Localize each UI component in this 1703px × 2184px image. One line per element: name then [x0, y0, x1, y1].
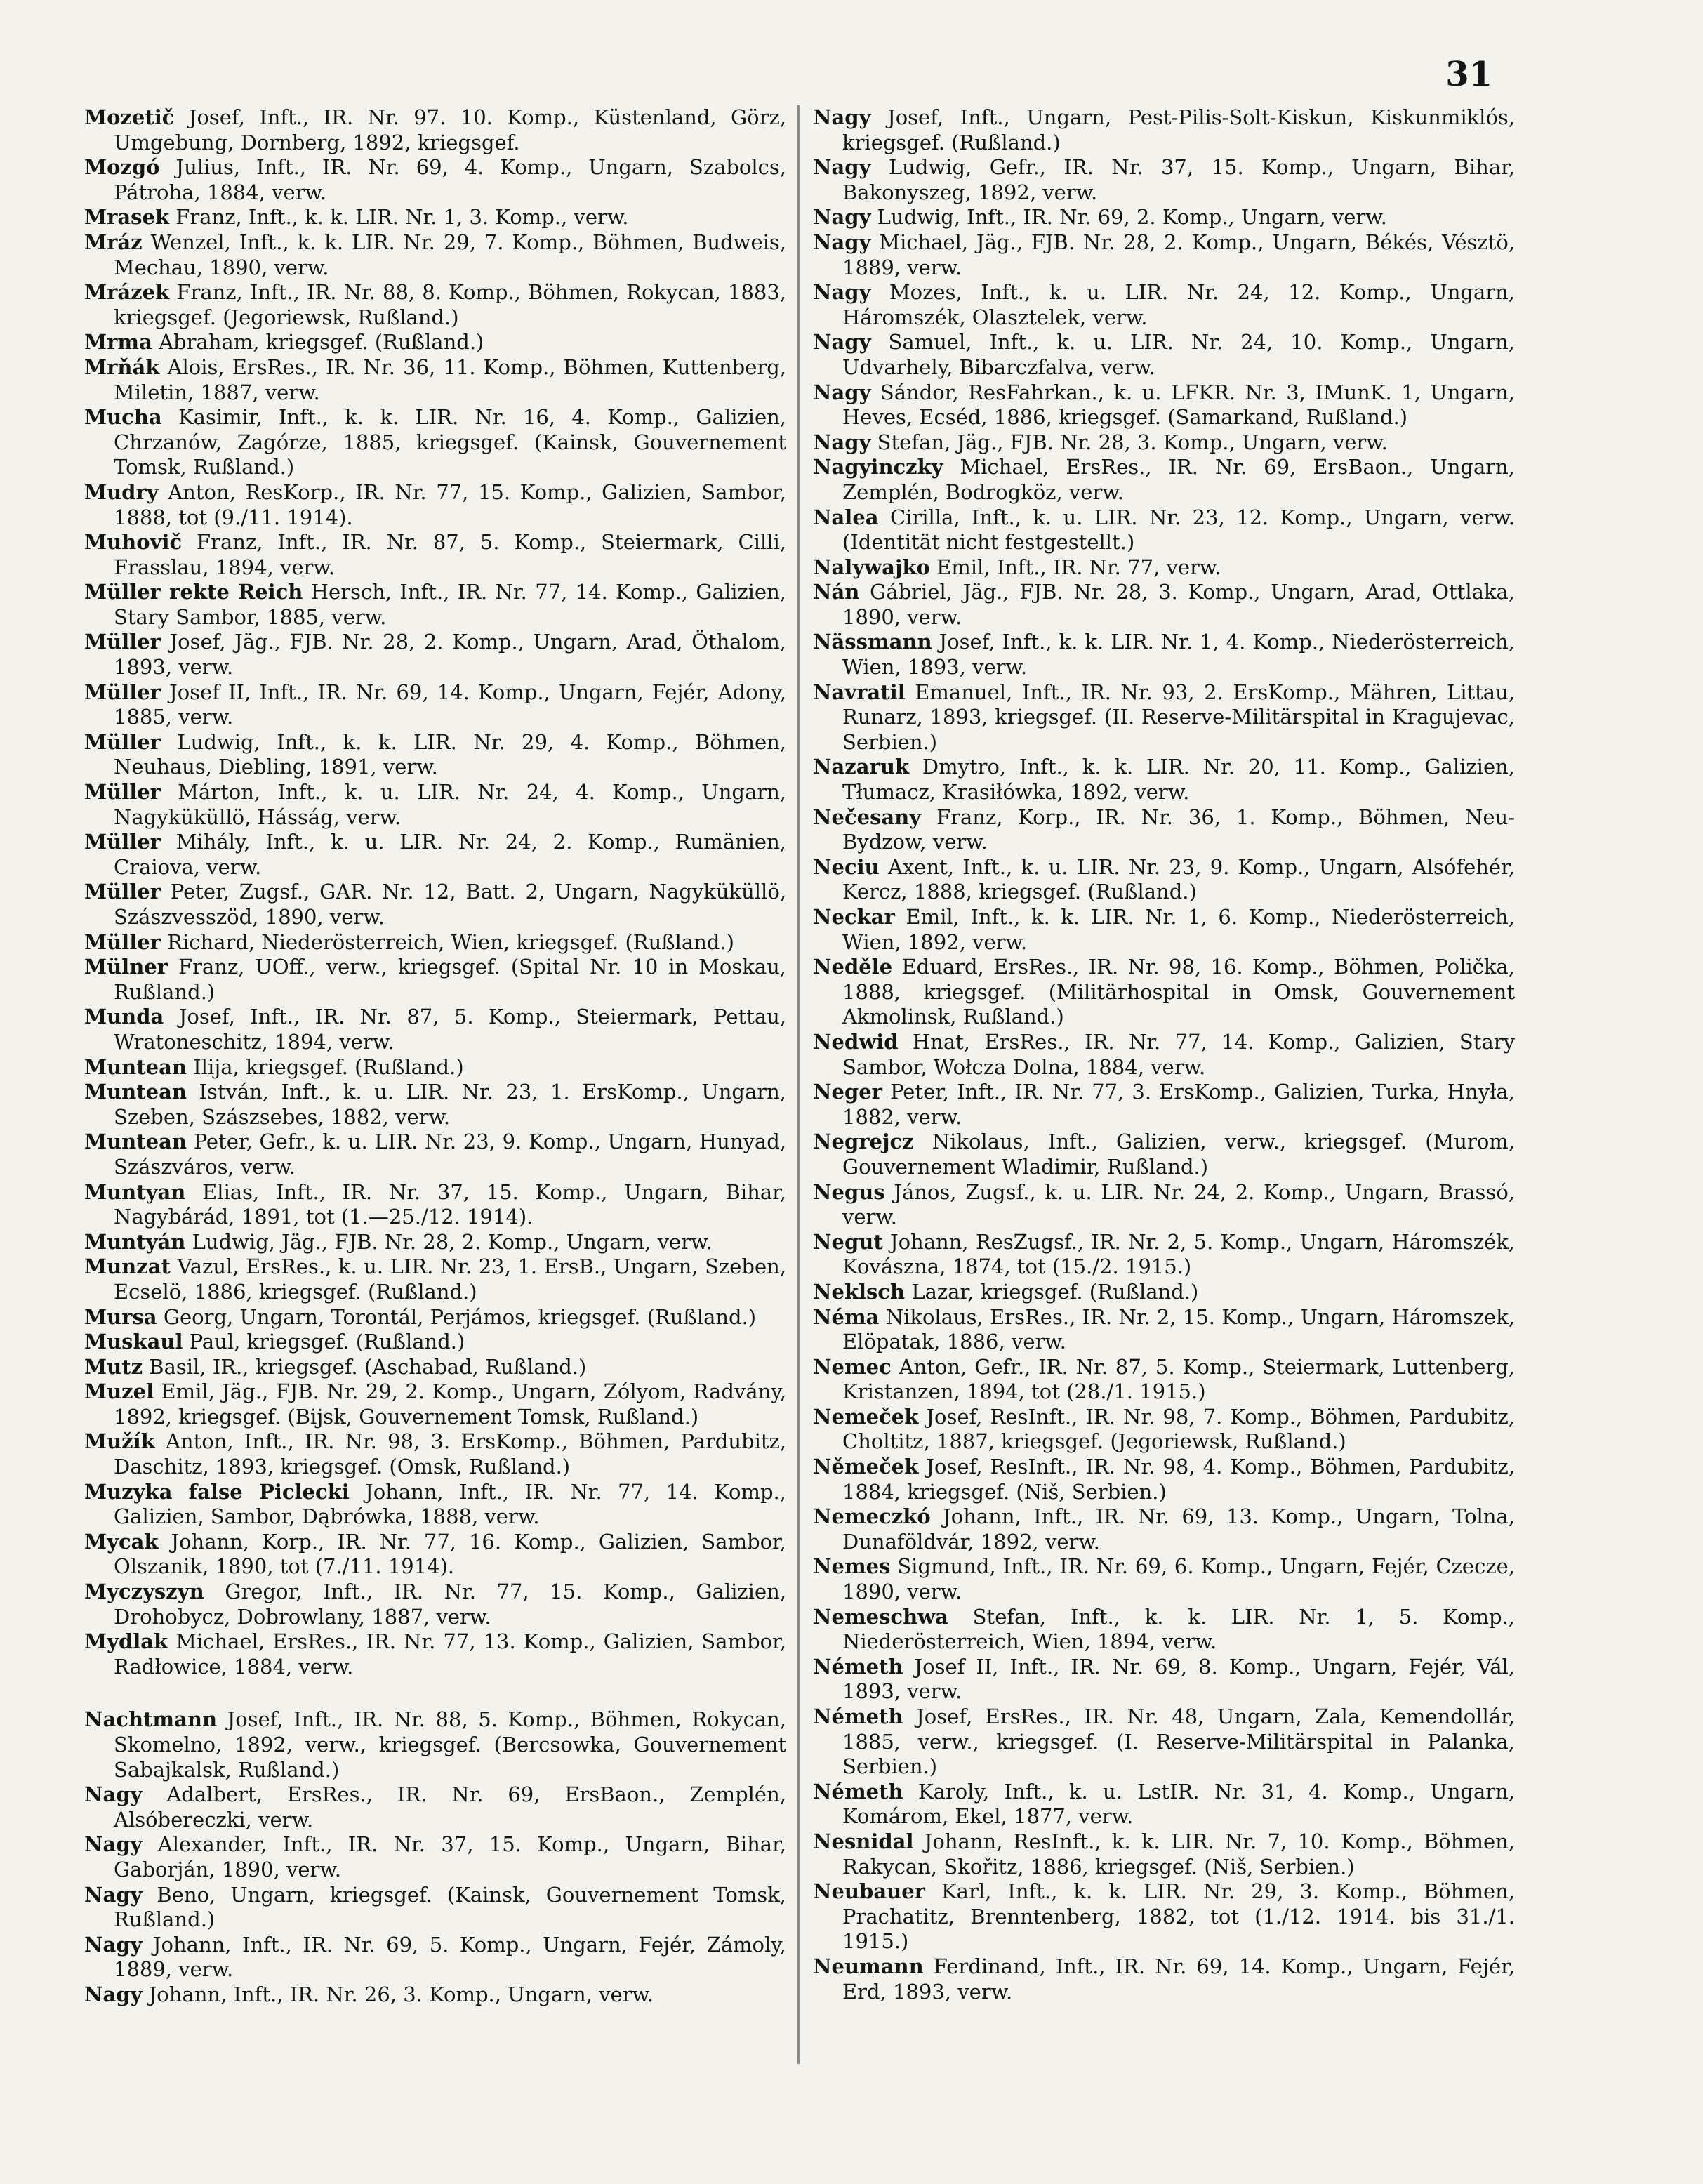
entry-surname: Muntean	[84, 1130, 187, 1154]
entry-surname: Mydlak	[84, 1629, 168, 1654]
entry-surname: Nachtmann	[84, 1707, 218, 1732]
entry-details: Márton, Inft., k. u. LIR. Nr. 24, 4. Komp., Ungarn, Nagyküküllö, Hásság, verw.	[114, 780, 787, 829]
list-item	[813, 1829, 1515, 1879]
entry-details: Hersch, Inft., IR. Nr. 77, 14. Komp., Galizien, Stary Sambor, 1885, verw.	[114, 580, 786, 629]
entry-surname: Muskaul	[84, 1330, 183, 1354]
entry-details: Peter, Gefr., k. u. LIR. Nr. 23, 9. Komp., Ungarn, Hunyad, Szászváros, verw.	[114, 1130, 786, 1179]
list-item	[84, 230, 786, 280]
entry-surname: Müller	[84, 630, 161, 654]
list-item	[813, 1655, 1515, 1705]
entry-details: Anton, ResKorp., IR. Nr. 77, 15. Komp., Galizien, Sambor, 1888, tot (9./11. 1914).	[114, 479, 786, 529]
entry-surname: Nemeczkó	[813, 1504, 931, 1529]
entry-surname: Němeček	[813, 1455, 919, 1479]
entry-details: Johann, Inft., IR. Nr. 69, 13. Komp., Ungarn, Tolna, Dunaföldvár, 1892, verw.	[842, 1504, 1516, 1554]
list-item	[84, 680, 786, 730]
entry-details: Ferdinand, Inft., IR. Nr. 69, 14. Komp., Ungarn, Fejér, Erd, 1893, verw.	[842, 1954, 1516, 2004]
entry-details: Axent, Inft., k. u. LIR. Nr. 23, 9. Komp., Ungarn, Alsófehér, Kercz, 1888, kriegsgef. (Rußland.)	[842, 854, 1515, 904]
list-item	[84, 1080, 786, 1130]
list-item	[813, 755, 1515, 805]
entry-surname: Nässmann	[813, 630, 932, 654]
entry-surname: Nečesany	[813, 805, 922, 829]
entry-details: Josef, Inft., IR. Nr. 88, 5. Komp., Böhmen, Rokycan, Skomelno, 1892, verw., kriegsgef. (Bercsowka, Gouvernement Sabajkalsk, Rußland.)	[114, 1707, 786, 1782]
list-item	[84, 1933, 786, 1983]
list-item	[84, 205, 786, 230]
entry-surname: Mrasek	[84, 205, 170, 230]
entry-surname: Muhovič	[84, 530, 183, 555]
entry-details: Josef, ResInft., IR. Nr. 98, 4. Komp., Böhmen, Pardubitz, 1884, kriegsgef. (Niš, Serbien.)	[842, 1455, 1516, 1504]
entry-surname: Mozgó	[84, 155, 160, 180]
entry-details: Josef, Inft., k. k. LIR. Nr. 1, 4. Komp., Niederösterreich, Wien, 1893, verw.	[842, 630, 1516, 680]
list-item	[84, 330, 786, 355]
list-item	[84, 1832, 786, 1882]
list-item	[813, 455, 1515, 505]
entry-details: Nikolaus, ErsRes., IR. Nr. 2, 15. Komp., Ungarn, Háromszek, Elöpatak, 1886, verw.	[842, 1304, 1515, 1354]
list-item	[813, 105, 1515, 155]
entry-surname: Muzyka false Piclecki	[84, 1479, 350, 1504]
list-item	[813, 1405, 1515, 1455]
column-divider	[797, 105, 800, 2064]
list-item	[84, 1230, 786, 1255]
entry-surname: Müller	[84, 780, 161, 805]
entry-details: Johann, Inft., IR. Nr. 77, 14. Komp., Galizien, Sambor, Dąbrówka, 1888, verw.	[114, 1479, 786, 1529]
entry-details: István, Inft., k. u. LIR. Nr. 23, 1. ErsKomp., Ungarn, Szeben, Szászsebes, 1882, verw.	[114, 1080, 787, 1129]
list-item	[84, 730, 786, 780]
list-item	[813, 555, 1515, 581]
entry-surname: Nagy	[813, 205, 871, 230]
entry-surname: Negrejcz	[813, 1130, 914, 1154]
list-item	[813, 1030, 1515, 1080]
entry-surname: Mrázek	[84, 280, 170, 305]
entry-details: Josef II, Inft., IR. Nr. 69, 8. Komp., Ungarn, Fejér, Vál, 1893, verw.	[842, 1654, 1516, 1704]
entry-surname: Neckar	[813, 905, 895, 929]
entry-surname: Mrma	[84, 330, 152, 355]
entry-details: Beno, Ungarn, kriegsgef. (Kainsk, Gouvernement Tomsk, Rußland.)	[114, 1882, 786, 1932]
entry-details: Emanuel, Inft., IR. Nr. 93, 2. ErsKomp., Mähren, Littau, Runarz, 1893, kriegsgef. (II. Reserve-Militärspital in Kragujevac, Serbien.)	[842, 680, 1515, 754]
entry-details: Samuel, Inft., k. u. LIR. Nr. 24, 10. Komp., Ungarn, Udvarhely, Bibarczfalva, verw.	[842, 330, 1516, 379]
list-item	[84, 1180, 786, 1230]
list-item	[813, 1780, 1515, 1829]
entry-details: Michael, ErsRes., IR. Nr. 69, ErsBaon., Ungarn, Zemplén, Bodrogköz, verw.	[842, 455, 1516, 504]
entry-surname: Mycak	[84, 1529, 159, 1554]
entry-details: Vazul, ErsRes., k. u. LIR. Nr. 23, 1. ErsB., Ungarn, Szeben, Ecselö, 1886, kriegsgef. (Rußland.)	[114, 1255, 787, 1304]
list-item	[813, 1705, 1515, 1780]
right-column	[813, 105, 1515, 2004]
list-item	[813, 1605, 1515, 1655]
list-item	[84, 1005, 786, 1054]
list-item	[84, 1480, 786, 1530]
entry-surname: Neciu	[813, 854, 880, 879]
entry-details: Dmytro, Inft., k. k. LIR. Nr. 20, 11. Komp., Galizien, Tłumacz, Krasiłówka, 1892, verw.	[842, 755, 1515, 805]
list-item	[84, 580, 786, 630]
entry-surname: Nedwid	[813, 1029, 899, 1054]
entry-details: Josef, Inft., Ungarn, Pest-Pilis-Solt-Kiskun, Kiskunmiklós, kriegsgef. (Rußland.)	[842, 105, 1516, 154]
list-item	[813, 430, 1515, 456]
list-item	[84, 1055, 786, 1080]
entry-surname: Németh	[813, 1779, 903, 1804]
entry-details: Anton, Gefr., IR. Nr. 87, 5. Komp., Steiermark, Luttenberg, Kristanzen, 1894, tot (28./1. 1915.)	[842, 1354, 1515, 1404]
list-item	[813, 805, 1515, 855]
entry-surname: Nalea	[813, 505, 879, 529]
entry-details: Abraham, kriegsgef. (Rußland.)	[159, 330, 484, 355]
entry-details: Gregor, Inft., IR. Nr. 77, 15. Komp., Galizien, Drohobycz, Dobrowlany, 1887, verw.	[114, 1580, 787, 1629]
entry-surname: Nagy	[84, 1932, 143, 1957]
list-item	[813, 580, 1515, 630]
entry-surname: Néma	[813, 1304, 880, 1329]
list-item	[84, 630, 786, 680]
entry-surname: Müller	[84, 680, 161, 704]
list-item	[84, 405, 786, 480]
entry-surname: Nesnidal	[813, 1829, 914, 1853]
list-item	[813, 1130, 1515, 1179]
entry-details: Josef II, Inft., IR. Nr. 69, 14. Komp., Ungarn, Fejér, Adony, 1885, verw.	[114, 680, 786, 729]
list-item	[84, 1305, 786, 1330]
entry-surname: Neubauer	[813, 1879, 925, 1904]
list-item	[813, 230, 1515, 280]
entry-surname: Nagy	[813, 230, 871, 254]
entry-details: Eduard, ErsRes., IR. Nr. 98, 16. Komp., Böhmen, Polička, 1888, kriegsgef. (Militärhospital in Omsk, Gouvernement Akmolinsk, Rußland.)	[842, 955, 1516, 1029]
list-item	[813, 680, 1515, 755]
entry-surname: Mozetič	[84, 105, 175, 129]
entry-details: Wenzel, Inft., k. k. LIR. Nr. 29, 7. Komp., Böhmen, Budweis, Mechau, 1890, verw.	[114, 230, 787, 279]
entry-details: Josef, Jäg., FJB. Nr. 28, 2. Komp., Ungarn, Arad, Öthalom, 1893, verw.	[114, 630, 787, 680]
list-item	[813, 1554, 1515, 1604]
entry-surname: Müller	[84, 929, 161, 954]
entry-surname: Mrňák	[84, 355, 160, 379]
entry-surname: Nagy	[813, 430, 871, 454]
entry-surname: Nán	[813, 580, 860, 604]
list-item	[813, 1504, 1515, 1554]
entry-details: Emil, Inft., IR. Nr. 77, verw.	[936, 555, 1221, 579]
entry-surname: Neger	[813, 1080, 882, 1104]
entry-surname: Mucha	[84, 405, 162, 430]
list-item	[813, 205, 1515, 230]
list-item	[84, 830, 786, 880]
list-item	[84, 1629, 786, 1679]
entry-details: Franz, Inft., k. k. LIR. Nr. 1, 3. Komp., verw.	[175, 205, 629, 230]
entry-details: Mihály, Inft., k. u. LIR. Nr. 24, 2. Komp., Rumänien, Craiova, verw.	[114, 830, 786, 879]
list-item	[84, 1580, 786, 1629]
list-item	[84, 1429, 786, 1479]
entry-details: Peter, Zugsf., GAR. Nr. 12, Batt. 2, Ungarn, Nagyküküllö, Szászvesszöd, 1890, verw.	[114, 880, 787, 929]
entry-details: Johann, ResZugsf., IR. Nr. 2, 5. Komp., Ungarn, Háromszék, Kovászna, 1874, tot (15./2. 1915.)	[842, 1229, 1516, 1279]
entry-details: Karl, Inft., k. k. LIR. Nr. 29, 3. Komp., Böhmen, Prachatitz, Brenntenberg, 1882, tot (1./12. 1914. bis 31./1. 1915.)	[842, 1879, 1515, 1954]
entry-surname: Németh	[813, 1654, 903, 1679]
entry-surname: Muntean	[84, 1080, 187, 1104]
entry-surname: Muzel	[84, 1379, 154, 1404]
entry-surname: Muntyán	[84, 1229, 186, 1254]
entry-surname: Navratil	[813, 680, 906, 704]
list-item	[84, 105, 786, 155]
list-item	[813, 855, 1515, 905]
entry-details: Lazar, kriegsgef. (Rußland.)	[911, 1279, 1199, 1304]
entry-surname: Neděle	[813, 955, 893, 979]
list-item	[84, 1530, 786, 1580]
entry-details: Alexander, Inft., IR. Nr. 37, 15. Komp., Ungarn, Bihar, Gaborján, 1890, verw.	[114, 1832, 786, 1881]
entry-details: Stefan, Jäg., FJB. Nr. 28, 3. Komp., Ungarn, verw.	[877, 430, 1388, 454]
page-number: 31	[1445, 55, 1492, 94]
entry-surname: Nazaruk	[813, 755, 910, 779]
entry-details: Ludwig, Gefr., IR. Nr. 37, 15. Komp., Ungarn, Bihar, Bakonyszeg, 1892, verw.	[842, 155, 1516, 204]
entry-surname: Mužík	[84, 1429, 155, 1454]
list-item	[813, 330, 1515, 380]
entry-details: Johann, Inft., IR. Nr. 69, 5. Komp., Ungarn, Fejér, Zámoly, 1889, verw.	[114, 1932, 786, 1982]
list-item	[84, 1355, 786, 1380]
entry-details: Ilija, kriegsgef. (Rußland.)	[193, 1054, 464, 1079]
entry-details: Ludwig, Inft., k. k. LIR. Nr. 29, 4. Komp., Böhmen, Neuhaus, Diebling, 1891, verw.	[114, 729, 787, 779]
list-item	[84, 1782, 786, 1832]
entry-surname: Nagy	[813, 330, 871, 355]
entry-surname: Nagy	[813, 105, 871, 129]
list-item	[813, 1080, 1515, 1130]
entry-details: Georg, Ungarn, Torontál, Perjámos, kriegsgef. (Rußland.)	[163, 1304, 757, 1329]
entry-surname: Nagy	[813, 380, 871, 404]
entry-surname: Nalywajko	[813, 555, 930, 579]
list-item	[813, 1879, 1515, 1954]
entry-surname: Nagy	[84, 1982, 143, 2006]
entry-details: Anton, Inft., IR. Nr. 98, 3. ErsKomp., Böhmen, Pardubitz, Daschitz, 1893, kriegsgef. (Omsk, Rußland.)	[114, 1429, 787, 1479]
entry-details: Kasimir, Inft., k. k. LIR. Nr. 16, 4. Komp., Galizien, Chrzanów, Zagórze, 1885, kriegsgef. (Kainsk, Gouvernement Tomsk, Rußland.)	[114, 405, 787, 479]
entry-details: Sigmund, Inft., IR. Nr. 69, 6. Komp., Ungarn, Fejér, Czecze, 1890, verw.	[842, 1554, 1515, 1604]
entry-details: Johann, Inft., IR. Nr. 26, 3. Komp., Ungarn, verw.	[148, 1982, 654, 2006]
entry-surname: Nemeschwa	[813, 1604, 948, 1629]
list-item	[84, 355, 786, 405]
entry-surname: Munda	[84, 1005, 164, 1029]
list-item	[84, 480, 786, 530]
entry-surname: Müller	[84, 729, 161, 754]
entry-details: Emil, Jäg., FJB. Nr. 29, 2. Komp., Ungarn, Zólyom, Radvány, 1892, kriegsgef. (Bijsk, Gouvernement Tomsk, Rußland.)	[114, 1379, 787, 1429]
entry-details: Ludwig, Inft., IR. Nr. 69, 2. Komp., Ungarn, verw.	[877, 205, 1387, 230]
entry-surname: Mursa	[84, 1304, 157, 1329]
entry-surname: Nagy	[84, 1832, 143, 1857]
entry-details: Basil, IR., kriegsgef. (Aschabad, Rußland.)	[149, 1354, 587, 1379]
entry-details: Paul, kriegsgef. (Rußland.)	[189, 1330, 465, 1354]
entry-details: Josef, Inft., IR. Nr. 87, 5. Komp., Steiermark, Pettau, Wratoneschitz, 1894, verw.	[114, 1005, 787, 1054]
entry-surname: Müller	[84, 880, 161, 904]
entry-details: Alois, ErsRes., IR. Nr. 36, 11. Komp., Böhmen, Kuttenberg, Miletin, 1887, verw.	[114, 355, 786, 404]
entry-details: Adalbert, ErsRes., IR. Nr. 69, ErsBaon., Zemplén, Alsóbereczki, verw.	[114, 1782, 786, 1832]
entry-details: Josef, Inft., IR. Nr. 97. 10. Komp., Küstenland, Görz, Umgebung, Dornberg, 1892, kriegsgef.	[114, 105, 787, 154]
list-item	[84, 955, 786, 1005]
list-item	[813, 280, 1515, 330]
list-item	[813, 1180, 1515, 1230]
list-item	[813, 155, 1515, 205]
list-item	[84, 880, 786, 929]
list-item	[813, 380, 1515, 430]
entry-surname: Negus	[813, 1179, 885, 1204]
entry-surname: Nagy	[84, 1782, 143, 1807]
list-item	[84, 780, 786, 830]
entry-surname: Mráz	[84, 230, 143, 254]
list-item	[84, 280, 786, 330]
list-item	[84, 155, 786, 205]
entry-surname: Munzat	[84, 1255, 171, 1279]
entry-surname: Nagy	[813, 280, 871, 305]
entry-details: Franz, Inft., IR. Nr. 88, 8. Komp., Böhmen, Rokycan, 1883, kriegsgef. (Jegoriewsk, Rußland.)	[114, 280, 787, 329]
entry-surname: Mudry	[84, 479, 159, 504]
list-item	[84, 1707, 786, 1782]
list-item	[813, 1954, 1515, 2004]
entry-details: Franz, Inft., IR. Nr. 87, 5. Komp., Steiermark, Cilli, Frasslau, 1894, verw.	[114, 530, 787, 579]
entry-details: Emil, Inft., k. k. LIR. Nr. 1, 6. Komp., Niederösterreich, Wien, 1892, verw.	[842, 905, 1515, 954]
entry-details: Cirilla, Inft., k. u. LIR. Nr. 23, 12. Komp., Ungarn, verw. (Identität nicht festgestellt.)	[842, 505, 1516, 555]
entry-details: Josef, ErsRes., IR. Nr. 48, Ungarn, Zala, Kemendollár, 1885, verw., kriegsgef. (I. Reserve-Militärspital in Palanka, Serbien.)	[842, 1705, 1516, 1779]
list-item	[813, 1280, 1515, 1305]
entry-surname: Muntean	[84, 1054, 187, 1079]
entry-details: Hnat, ErsRes., IR. Nr. 77, 14. Komp., Galizien, Stary Sambor, Wołcza Dolna, 1884, verw.	[842, 1029, 1515, 1079]
entry-details: Julius, Inft., IR. Nr. 69, 4. Komp., Ungarn, Szabolcs, Pátroha, 1884, verw.	[114, 155, 786, 204]
entry-details: János, Zugsf., k. u. LIR. Nr. 24, 2. Komp., Ungarn, Brassó, verw.	[842, 1179, 1515, 1229]
list-item	[84, 1255, 786, 1304]
entry-surname: Nemeček	[813, 1404, 919, 1429]
list-item	[813, 1305, 1515, 1355]
entry-details: Gábriel, Jäg., FJB. Nr. 28, 3. Komp., Ungarn, Arad, Ottlaka, 1890, verw.	[842, 580, 1516, 629]
entry-surname: Mülner	[84, 955, 168, 979]
entry-surname: Nemec	[813, 1354, 892, 1379]
entry-surname: Nagyinczky	[813, 455, 943, 479]
entry-surname: Myczyszyn	[84, 1580, 204, 1604]
list-item	[813, 630, 1515, 680]
entry-details: Karoly, Inft., k. u. LstIR. Nr. 31, 4. Komp., Ungarn, Komárom, Ekel, 1877, verw.	[842, 1779, 1515, 1829]
entry-details: Josef, ResInft., IR. Nr. 98, 7. Komp., Böhmen, Pardubitz, Choltitz, 1887, kriegsgef. (Jegoriewsk, Rußland.)	[842, 1404, 1516, 1454]
entry-details: Mozes, Inft., k. u. LIR. Nr. 24, 12. Komp., Ungarn, Háromszék, Olasztelek, verw.	[842, 280, 1516, 329]
list-item	[84, 1983, 786, 2008]
list-item	[813, 905, 1515, 955]
entry-details: Johann, Korp., IR. Nr. 77, 16. Komp., Galizien, Sambor, Olszanik, 1890, tot (7./11. 1914).	[114, 1529, 787, 1579]
list-item	[813, 1230, 1515, 1280]
entry-surname: Müller rekte Reich	[84, 580, 303, 604]
entry-details: Franz, Korp., IR. Nr. 36, 1. Komp., Böhmen, Neu-Bydzow, verw.	[842, 805, 1516, 854]
list-item	[84, 1130, 786, 1179]
entry-surname: Neklsch	[813, 1279, 906, 1304]
entry-surname: Nagy	[813, 155, 871, 180]
list-item	[84, 1883, 786, 1933]
entry-surname: Németh	[813, 1705, 903, 1728]
entry-surname: Neumann	[813, 1954, 924, 1978]
entry-details: Stefan, Inft., k. k. LIR. Nr. 1, 5. Komp., Niederösterreich, Wien, 1894, verw.	[842, 1604, 1515, 1654]
entry-surname: Nagy	[84, 1882, 143, 1907]
list-item	[813, 1355, 1515, 1405]
list-item	[813, 1455, 1515, 1504]
entry-surname: Negut	[813, 1229, 883, 1254]
list-item	[84, 930, 786, 955]
list-item	[813, 505, 1515, 555]
left-column	[84, 105, 786, 2008]
entry-details: Sándor, ResFahrkan., k. u. LFKR. Nr. 3, IMunK. 1, Ungarn, Heves, Ecséd, 1886, kriegsgef. (Samarkand, Rußland.)	[842, 380, 1515, 430]
entry-details: Richard, Niederösterreich, Wien, kriegsgef. (Rußland.)	[167, 929, 734, 954]
entry-details: Nikolaus, Inft., Galizien, verw., kriegsgef. (Murom, Gouvernement Wladimir, Rußland.)	[842, 1130, 1516, 1179]
entry-details: Peter, Inft., IR. Nr. 77, 3. ErsKomp., Galizien, Turka, Hnyła, 1882, verw.	[842, 1080, 1516, 1129]
entry-details: Michael, ErsRes., IR. Nr. 77, 13. Komp., Galizien, Sambor, Radłowice, 1884, verw.	[114, 1629, 786, 1679]
entry-surname: Muntyan	[84, 1179, 186, 1204]
list-item	[84, 530, 786, 580]
entry-surname: Mutz	[84, 1354, 143, 1379]
entry-details: Johann, ResInft., k. k. LIR. Nr. 7, 10. Komp., Böhmen, Rakycan, Skořitz, 1886, kriegsgef. (Niš, Serbien.)	[842, 1829, 1515, 1879]
list-item	[813, 955, 1515, 1030]
entry-details: Elias, Inft., IR. Nr. 37, 15. Komp., Ungarn, Bihar, Nagybárád, 1891, tot (1.—25./12. 1914).	[114, 1179, 787, 1229]
entry-details: Franz, UOff., verw., kriegsgef. (Spital Nr. 10 in Moskau, Rußland.)	[114, 955, 786, 1004]
entry-surname: Müller	[84, 830, 161, 854]
entry-details: Ludwig, Jäg., FJB. Nr. 28, 2. Komp., Ungarn, verw.	[192, 1229, 713, 1254]
list-item	[84, 1379, 786, 1429]
list-item	[84, 1330, 786, 1355]
entry-surname: Nemes	[813, 1554, 891, 1579]
entry-details: Michael, Jäg., FJB. Nr. 28, 2. Komp., Ungarn, Békés, Vésztö, 1889, verw.	[842, 230, 1516, 279]
